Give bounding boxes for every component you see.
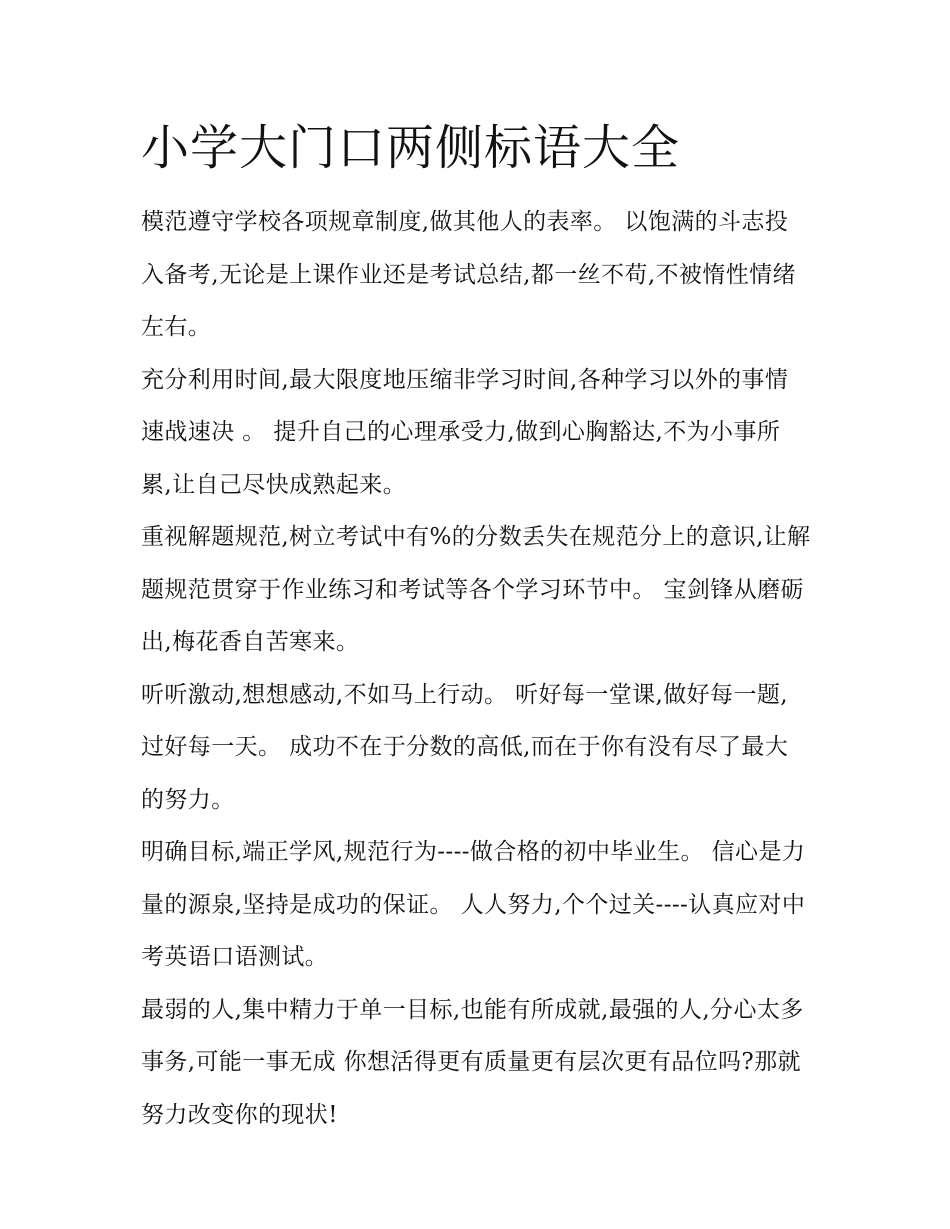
paragraph: 重视解题规范,树立考试中有%的分数丢失在规范分上的意识,让解题规范贯穿于作业练习和考试等各个学习环节中。 宝剑锋从磨砺出,梅花香自苦寒来。 xyxy=(141,524,811,655)
document-body xyxy=(141,196,811,1141)
document-title: 小学大门口两侧标语大全 xyxy=(141,120,681,176)
paragraph: 模范遵守学校各项规章制度,做其他人的表率。 以饱满的斗志投入备考,无论是上课作业还是考试总结,都一丝不苟,不被惰性情绪左右。 xyxy=(141,209,796,340)
paragraph: 最弱的人,集中精力于单一目标,也能有所成就,最强的人,分心太多事务,可能一事无成 你想活得更有质量更有层次更有品位吗?那就努力改变你的现状! xyxy=(141,996,804,1128)
paragraph: 明确目标,端正学风,规范行为----做合格的初中毕业生。 信心是力量的源泉,坚持是成功的保证。 人人努力,个个过关----认真应对中考英语口语测试。 xyxy=(141,839,806,970)
paragraph: 听听激动,想想感动,不如马上行动。 听好每一堂课,做好每一题,过好每一天。 成功不在于分数的高低,而在于你有没有尽了最大的努力。 xyxy=(141,681,789,813)
paragraph: 充分利用时间,最大限度地压缩非学习时间,各种学习以外的事情速战速决 。 提升自己的心理承受力,做到心胸豁达,不为小事所累,让自己尽快成熟起来。 xyxy=(141,366,789,498)
